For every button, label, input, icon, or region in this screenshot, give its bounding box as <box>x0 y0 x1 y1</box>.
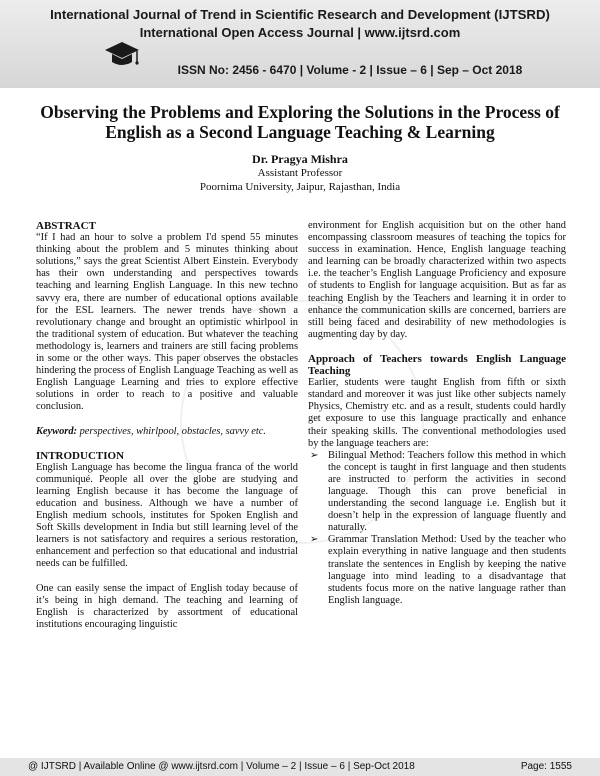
author-position: Assistant Professor <box>257 167 343 179</box>
title-line-2: English as a Second Language Teaching & Learning <box>105 122 495 142</box>
keywords <box>36 426 298 438</box>
list-item <box>308 450 566 535</box>
bullet-text: Bilingual Method: Teachers follow this method in which the concept is taught in first language and then students are instructed to perform the activities in second language. Though this can prove beneficial in understanding the second language i.e. English but it doesn’t help in the expression of language fluently and naturally. <box>328 449 566 534</box>
introduction-para-1: English Language has become the lingua franca of the world communiqué. People all over the globe are studying and learning English because it has become the language of education and business. Although we have a number of English medium schools, institutes for Spoken English and Soft Skills development in India but still learning level of the learners is not satisfactory and requires a serious restoration, enhancement and perfection so that educational and industrial needs can be fulfilled. <box>36 461 298 570</box>
journal-access-line: International Open Access Journal | www.ijtsrd.com <box>139 25 461 40</box>
page-number: Page: 1555 <box>520 761 572 772</box>
bullet-text: Grammar Translation Method: Used by the teacher who explain everything in native language and then students translate the sentences in English by keeping the native language into mind leading to a disadvantage that students focus more on the native language rather than English language. <box>328 534 566 606</box>
arrow-bullet-icon: ➢ <box>310 449 319 461</box>
keywords-text: perspectives, whirlpool, obstacles, savvy etc. <box>79 425 267 437</box>
section-para: Earlier, students were taught English from fifth or sixth standard and moreover it was just like other subjects namely Physics, Chemistry etc. and as a result, students could hardly get exposure to use this language practically and enhance their speaking skills. The conventional methodologies used by the language teachers are: <box>308 377 566 449</box>
footer-citation: @ IJTSRD | Available Online @ www.ijtsrd.com | Volume – 2 | Issue – 6 | Sep-Oct 2018 <box>28 761 415 772</box>
paper-title <box>20 102 580 142</box>
journal-name: International Journal of Trend in Scientific Research and Development (IJTSRD) <box>50 7 550 22</box>
left-column <box>36 220 298 643</box>
section-heading: Approach of Teachers towards English Language Teaching <box>308 352 566 378</box>
introduction-para-continued: environment for English acquisition but on the other hand encompassing classroom measures of teaching the topics for success in examination. Hence, English language teaching and learning can be broadly characterized within two aspects i.e. the teacher’s English Language Proficiency and exposure of students to English for language acquisition. But as far as teaching English by the Teachers and learning it in order to enhance the communication skills are concerned, barriers are still being faced and desirability of new methodologies is augmenting day by day. <box>308 220 566 340</box>
arrow-bullet-icon: ➢ <box>310 534 319 546</box>
abstract-text: “If I had an hour to solve a problem I'd spend 55 minutes thinking about the problem and 5 minutes thinking about solutions,” says the great Scientist Albert Einstein. Everybody has their own understanding and perspectives towards teaching and learning English Language. In this new techno savvy era, there are number of educational options available for the ESL learners. The newer trends have shown a revolutionary change and brought an optimistic whirlpool in the traditional system of education. But whatever the teaching methodology is, learners and trainers are still facing problems in some or the other ways. This paper observes the obstacles hindering the process of English Language Teaching as well as English Language Learning and tries to explore effective solutions in order to reach to a positive and valuable conclusion. <box>36 232 298 413</box>
introduction-para-2: One can easily sense the impact of English today because of it’s being in high demand. The teaching and learning of English is characterized by assortment of educational institutions encouraging linguistic <box>36 582 298 630</box>
abstract-heading: ABSTRACT <box>36 220 96 232</box>
methods-list <box>308 450 566 607</box>
right-column <box>308 220 566 607</box>
author-affiliation: Poornima University, Jaipur, Rajasthan, India <box>199 181 401 193</box>
list-item <box>308 534 566 607</box>
introduction-heading: INTRODUCTION <box>36 449 125 462</box>
page-footer <box>0 758 600 776</box>
issn-line: ISSN No: 2456 - 6470 | Volume - 2 | Issue – 6 | Sep – Oct 2018 <box>177 63 523 77</box>
title-line-1: Observing the Problems and Exploring the Solutions in the Process of <box>40 102 560 122</box>
author-name: Dr. Pragya Mishra <box>252 152 348 166</box>
keywords-label: Keyword: <box>36 425 77 437</box>
